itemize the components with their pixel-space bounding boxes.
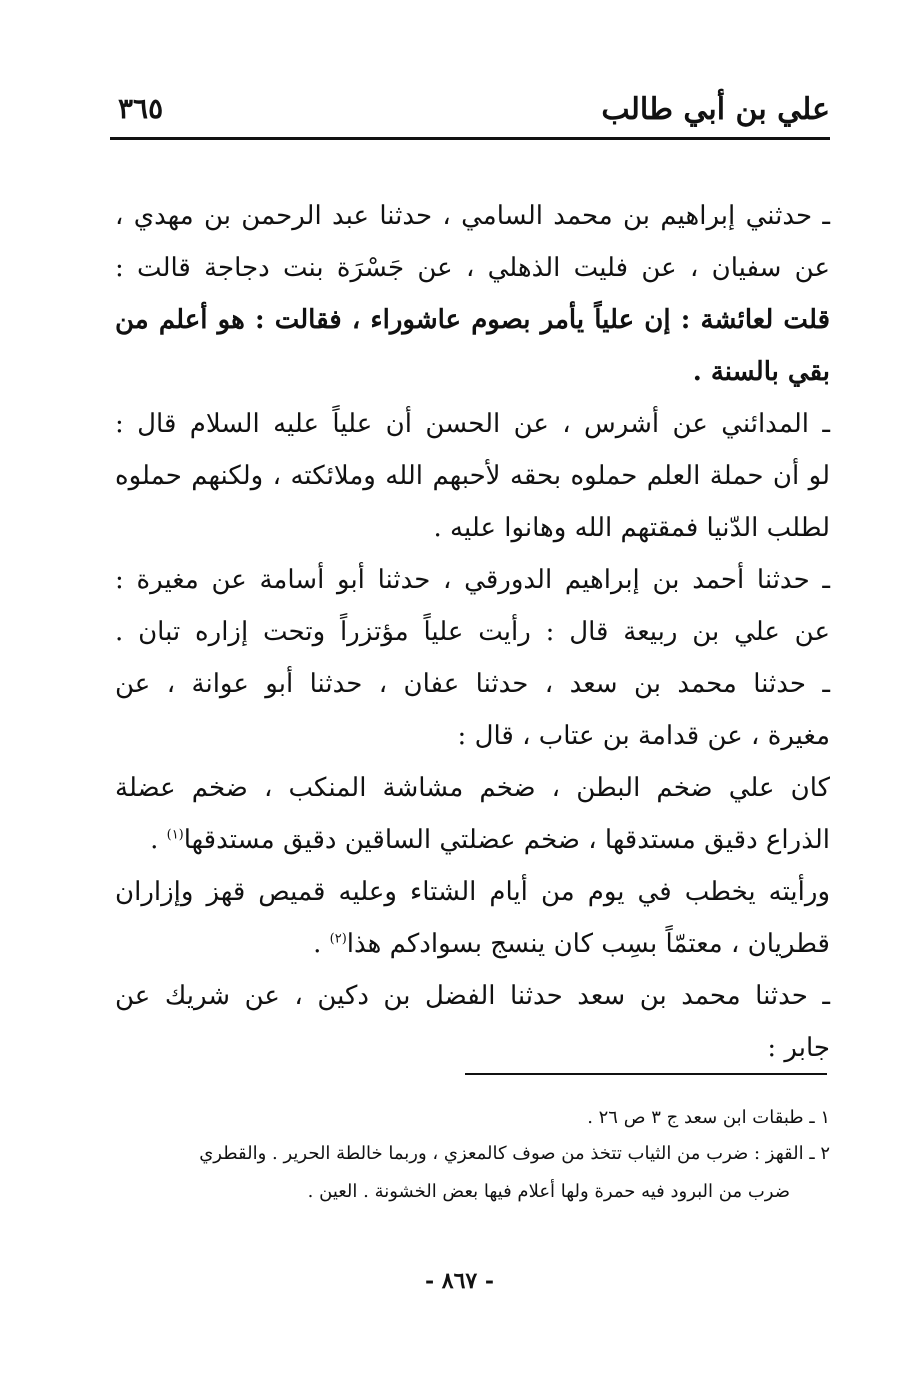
footnote-marker-1: (١) [166, 827, 184, 843]
body-text [115, 190, 830, 1074]
text-line: ـ المدائني عن أشرس ، عن الحسن أن علياً عليه السلام قال : [115, 409, 830, 439]
footnote-2: ٢ ـ القهز : ضرب من الثياب تتخذ من صوف كالمعزي ، وربما خالطة الحرير . والقطري [199, 1143, 830, 1164]
text-run: الذراع دقيق مستدقها ، ضخم عضلتي الساقين دقيق مستدقها [183, 825, 830, 855]
text-line: ـ حدثنا محمد بن سعد ، حدثنا عفان ، حدثنا أبو عوانة ، عن [115, 669, 830, 699]
text-line: كان علي ضخم البطن ، ضخم مشاشة المنكب ، ضخم عضلة [115, 773, 830, 803]
text-line: قلت لعائشة : إن علياً يأمر بصوم عاشوراء ، فقالت : هو أعلم من [115, 305, 830, 335]
text-line: لطلب الدّنيا فمقتهم الله وهانوا عليه . [433, 513, 830, 543]
text-line: ورأيته يخطب في يوم من أيام الشتاء وعليه قميص قهز وإزاران [115, 877, 830, 907]
footnote-marker-2: (٢) [329, 931, 347, 947]
text-line-with-note [115, 918, 830, 970]
text-line: عن سفيان ، عن فليت الذهلي ، عن جَسْرَة بنت دجاجة قالت : [115, 253, 830, 283]
footnote-2-continued: ضرب من البرود فيه حمرة ولها أعلام فيها بعض الخشونة . العين . [307, 1181, 790, 1202]
running-title: علي بن أبي طالب [601, 92, 830, 127]
text-line: بقي بالسنة . [692, 357, 830, 387]
text-line: عن علي بن ربيعة قال : رأيت علياً مؤتزراً وتحت إزاره تبان . [115, 617, 830, 647]
footnote-rule [465, 1073, 827, 1075]
text-line: ـ حدثنا أحمد بن إبراهيم الدورقي ، حدثنا أبو أسامة عن مغيرة : [115, 565, 830, 595]
footnotes [115, 1100, 830, 1212]
header-rule [110, 137, 830, 140]
sentence-end: . [313, 929, 322, 959]
text-line: جابر : [767, 1033, 830, 1063]
running-header [110, 92, 830, 136]
sentence-end: . [150, 825, 159, 855]
text-run: قطريان ، معتمّاً بسِب كان ينسج بسوادكم هذا [346, 929, 830, 959]
text-line-with-note [115, 814, 830, 866]
text-line: ـ حدثنا محمد بن سعد حدثنا الفضل بن دكين ، عن شريك عن [115, 981, 830, 1011]
text-line: ـ حدثني إبراهيم بن محمد السامي ، حدثنا عبد الرحمن بن مهدي ، [115, 201, 830, 231]
page-number: ٣٦٥ [118, 92, 164, 125]
text-line: مغيرة ، عن قدامة بن عتاب ، قال : [457, 721, 830, 751]
footnote-1: ١ ـ طبقات ابن سعد ج ٣ ص ٢٦ . [587, 1107, 830, 1128]
text-line: لو أن حملة العلم حملوه بحقه لأحبهم الله وملائكته ، ولكنهم حملوه [115, 461, 830, 491]
folio-number: - ٨٦٧ - [424, 1268, 495, 1294]
